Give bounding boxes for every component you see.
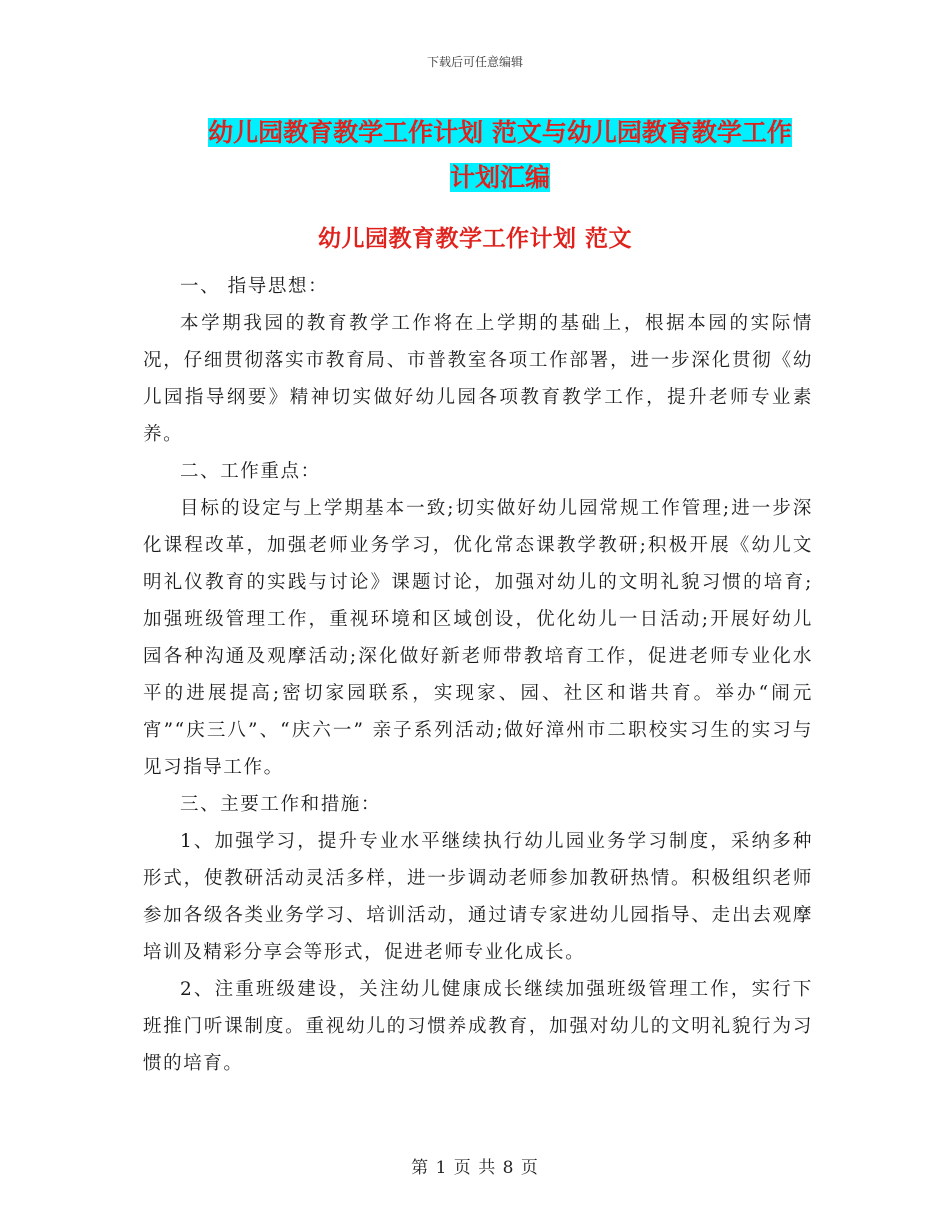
page-title-line-2: 计划汇编 <box>449 163 550 192</box>
paragraph-guiding-thought: 本学期我园的教育教学工作将在上学期的基础上，根据本园的实际情况，仔细贯彻落实市教育局、市普教室各项工作部署，进一步深化贯彻《幼儿园指导纲要》精神切实做好幼儿园各项教育教学工作，提升老师专业素养。 <box>143 313 813 445</box>
paragraph-work-focus: 目标的设定与上学期基本一致;切实做好幼儿园常规工作管理;进一步深化课程改革，加强老师业务学习，优化常态课教学教研;积极开展《幼儿文明礼仪教育的实践与讨论》课题讨论，加强对幼儿的文明礼貌习惯的培育;加强班级管理工作，重视环境和区域创设，优化幼儿一日活动;开展好幼儿园各种沟通及观摩活动;深化做好新老师带教培育工作，促进老师专业化水平的进展提高;密切家园联系，实现家、园、社区和谐共育。举办“闹元宵”“庆三八”、“庆六一” 亲子系列活动;做好漳州市二职校实习生的实习与见习指导工作。 <box>143 498 813 778</box>
heading-main-measures: 三、主要工作和措施： <box>180 794 382 815</box>
page-title <box>140 110 860 200</box>
paragraph-measure-1: 1、加强学习，提升专业水平继续执行幼儿园业务学习制度，采纳多种形式，使教研活动灵活多样，进一步调动老师参加教研热情。积极组织老师参加各级各类业务学习、培训活动，通过请专家进幼儿园指导、走出去观摩培训及精彩分享会等形式，促进老师专业化成长。 <box>143 831 813 963</box>
header-note: 下载后可任意编辑 <box>426 55 523 69</box>
heading-work-focus: 二、工作重点： <box>180 461 321 482</box>
paragraph-measure-2: 2、注重班级建设，关注幼儿健康成长继续加强班级管理工作，实行下班推门听课制度。重视幼儿的习惯养成教育，加强对幼儿的文明礼貌行为习惯的培育。 <box>143 979 813 1074</box>
heading-guiding-thought: 一、 指导思想： <box>180 276 329 297</box>
page-number: 第 1 页 共 8 页 <box>411 1158 539 1178</box>
section-title: 幼儿园教育教学工作计划 范文 <box>317 225 632 252</box>
body-text <box>143 268 813 1082</box>
page-title-line-1: 幼儿园教育教学工作计划 范文与幼儿园教育教学工作 <box>208 118 792 147</box>
